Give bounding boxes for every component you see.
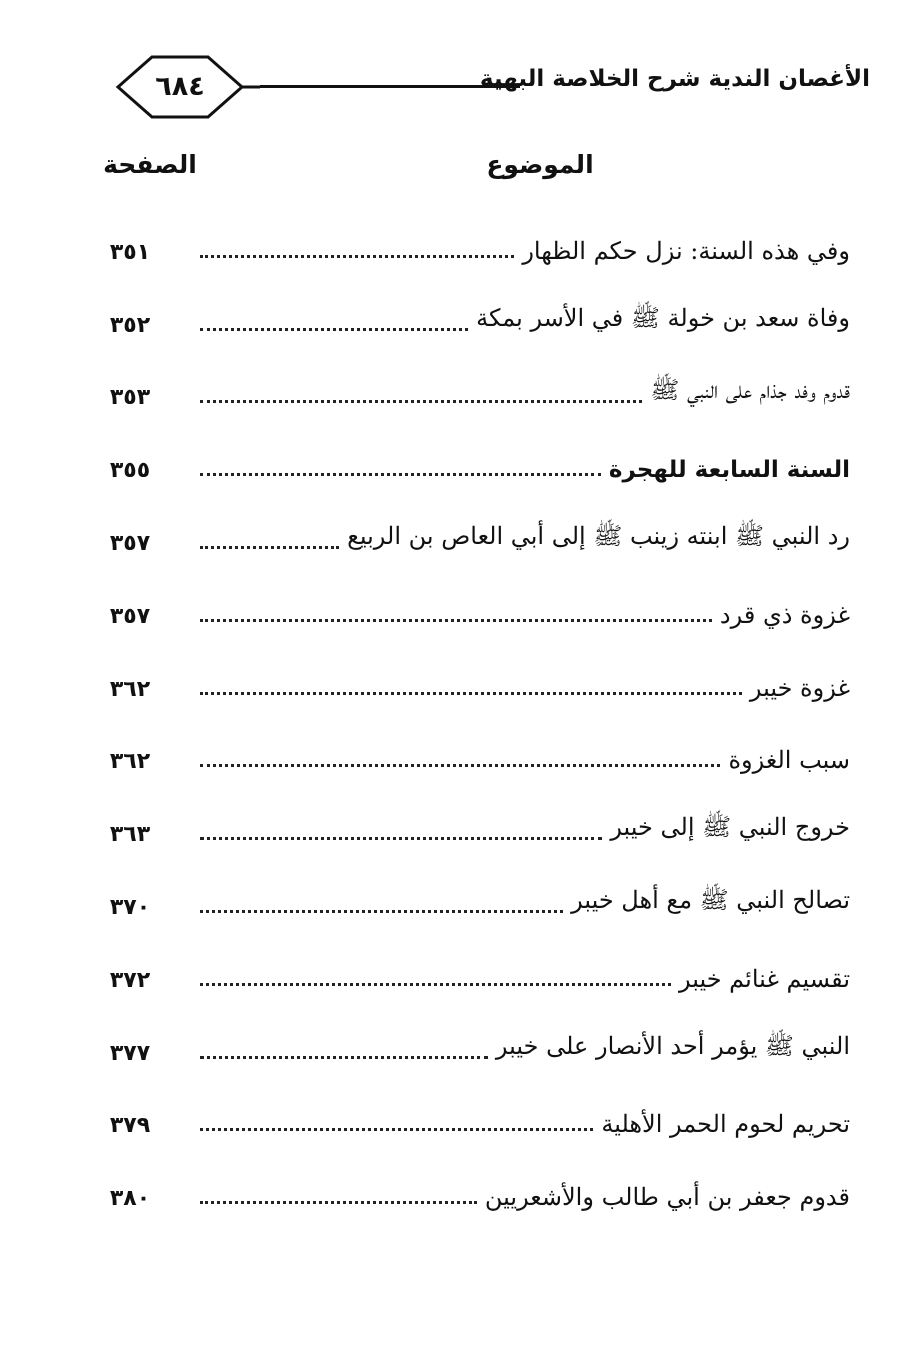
toc-section-heading (90, 428, 850, 501)
header-rule (260, 85, 520, 88)
dot-leader (200, 910, 563, 913)
toc-entry (90, 865, 850, 938)
toc-entry-page: ٣٦٢ (109, 676, 151, 702)
toc-entry-page: ٣٥١ (109, 239, 151, 265)
page-number: ٦٨٤ (155, 71, 205, 102)
toc-entry-title: قدوم جعفر بن أبي طالب والأشعريين (484, 1183, 850, 1212)
toc-entry (90, 938, 850, 1011)
toc-entry-title: النبي ﷺ يؤمر أحد الأنصار على خيبر (495, 1031, 850, 1060)
toc-entry-title: وفي هذه السنة: نزل حكم الظهار (522, 236, 850, 265)
toc-entry (90, 1011, 850, 1084)
toc-entry (90, 356, 850, 429)
toc-entry-title: السنة السابعة للهجرة (608, 457, 850, 484)
dot-leader (200, 983, 671, 986)
dot-leader (200, 1201, 477, 1204)
toc-entry (90, 720, 850, 793)
toc-entry-page: ٣٥٥ (109, 458, 151, 484)
toc-entry-page: ٣٦٢ (109, 749, 151, 775)
toc-entry-page: ٣٥٣ (109, 385, 151, 411)
dot-leader (200, 1056, 488, 1059)
dot-leader (200, 619, 712, 622)
topic-column-header: الموضوع (486, 150, 594, 179)
dot-leader (200, 1128, 593, 1131)
toc-entry (90, 1084, 850, 1157)
toc-entry-page: ٣٧٠ (109, 894, 151, 920)
toc-entry (90, 647, 850, 720)
running-header (100, 52, 870, 122)
toc-entry (90, 501, 850, 574)
toc-entry (90, 574, 850, 647)
toc-entry-title: غزوة ذي قرد (719, 600, 850, 629)
toc-entry (90, 210, 850, 283)
toc-entry-title: رد النبي ﷺ ابنته زينب ﷺ إلى أبي العاص بن الربيع (347, 521, 850, 550)
toc-entry (90, 283, 850, 356)
toc-entry-page: ٣٧٢ (109, 967, 151, 993)
toc-entry-page: ٣٨٠ (109, 1186, 151, 1212)
toc-entry-title: تصالح النبي ﷺ مع أهل خيبر (571, 885, 850, 914)
book-title: الأغصان الندية شرح الخلاصة البهية (479, 66, 870, 92)
dot-leader (200, 692, 742, 695)
toc-entry (90, 1156, 850, 1229)
toc-entry-title: تحريم لحوم الحمر الأهلية (601, 1110, 850, 1139)
toc-list (90, 210, 850, 1229)
toc-entry-title: قدوم وفد جذام على النبي ﷺ (650, 376, 850, 405)
dot-leader (200, 764, 720, 767)
toc-entry-title: خروج النبي ﷺ إلى خيبر (610, 813, 850, 842)
toc-entry-page: ٣٥٢ (109, 312, 151, 338)
toc-entry-page: ٣٥٧ (109, 603, 151, 629)
dot-leader (200, 400, 642, 403)
dot-leader (200, 328, 468, 331)
toc-entry-page: ٣٦٣ (109, 822, 151, 848)
dot-leader (200, 546, 339, 549)
toc-entry-page: ٣٥٧ (109, 530, 151, 556)
toc-entry-page: ٣٧٧ (109, 1040, 151, 1066)
toc-entry-page: ٣٧٩ (109, 1113, 151, 1139)
toc-entry-title: وفاة سعد بن خولة ﷺ في الأسر بمكة (476, 303, 850, 332)
dot-leader (200, 473, 601, 476)
toc-entry-title: تقسيم غنائم خيبر (678, 964, 850, 993)
dot-leader (200, 837, 602, 840)
page-column-header: الصفحة (103, 150, 197, 179)
page-number-badge (100, 52, 260, 122)
toc-entry-title: غزوة خيبر (749, 673, 850, 702)
toc-entry-title: سبب الغزوة (728, 746, 850, 775)
toc-entry (90, 792, 850, 865)
dot-leader (200, 255, 514, 258)
